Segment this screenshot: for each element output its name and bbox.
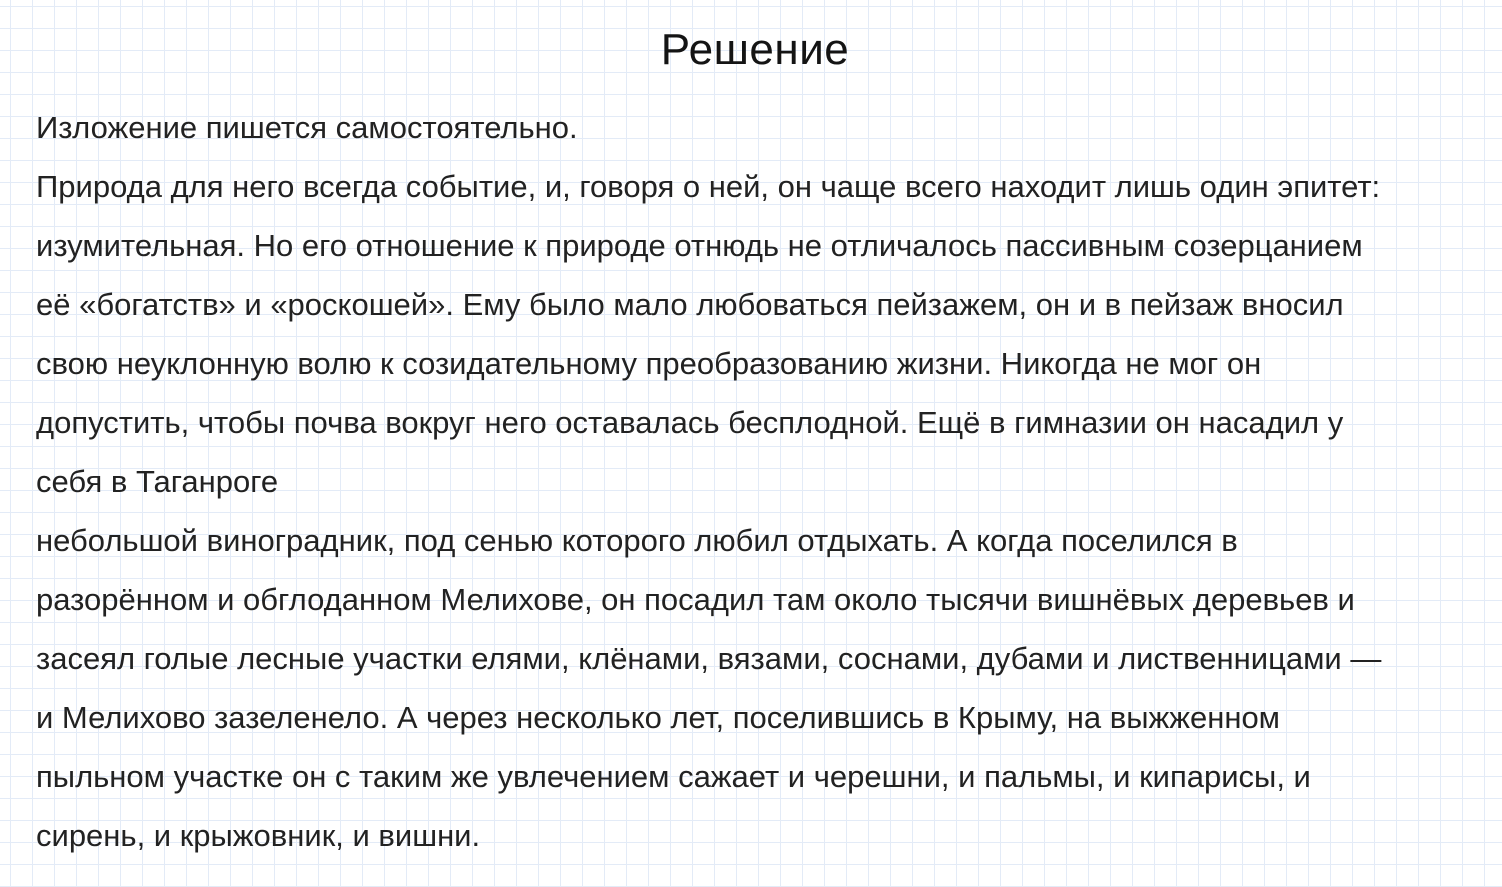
text-line: небольшой виноградник, под сенью которого любил отдыхать. А когда поселился в xyxy=(36,523,1238,558)
text-line: засеял голые лесные участки елями, клёнами, вязами, соснами, дубами и лиственницами — xyxy=(36,641,1382,676)
text-line: разорённом и обглоданном Мелихове, он посадил там около тысячи вишнёвых деревьев и xyxy=(36,582,1355,617)
text-line: и Мелихово зазеленело. А через несколько лет, поселившись в Крыму, на выжженном xyxy=(36,700,1280,735)
text-line: Природа для него всегда событие, и, говоря о ней, он чаще всего находит лишь один эпитет: xyxy=(36,169,1381,204)
solution-text xyxy=(36,98,1476,865)
text-line: себя в Таганроге xyxy=(36,464,279,499)
text-line: Изложение пишется самостоятельно. xyxy=(36,110,578,145)
text-line: изумительная. Но его отношение к природе отнюдь не отличалось пассивным созерцанием xyxy=(36,228,1363,263)
text-line: её «богатств» и «роскошей». Ему было мало любоваться пейзажем, он и в пейзаж вносил xyxy=(36,287,1344,322)
text-line: допустить, чтобы почва вокруг него оставалась бесплодной. Ещё в гимназии он насадил у xyxy=(36,405,1344,440)
text-line: пыльном участке он с таким же увлечением сажает и черешни, и пальмы, и кипарисы, и xyxy=(36,759,1311,794)
page-title: Решение xyxy=(660,25,850,74)
text-line: сирень, и крыжовник, и вишни. xyxy=(36,818,481,853)
text-line: свою неуклонную волю к созидательному преобразованию жизни. Никогда не мог он xyxy=(36,346,1262,381)
